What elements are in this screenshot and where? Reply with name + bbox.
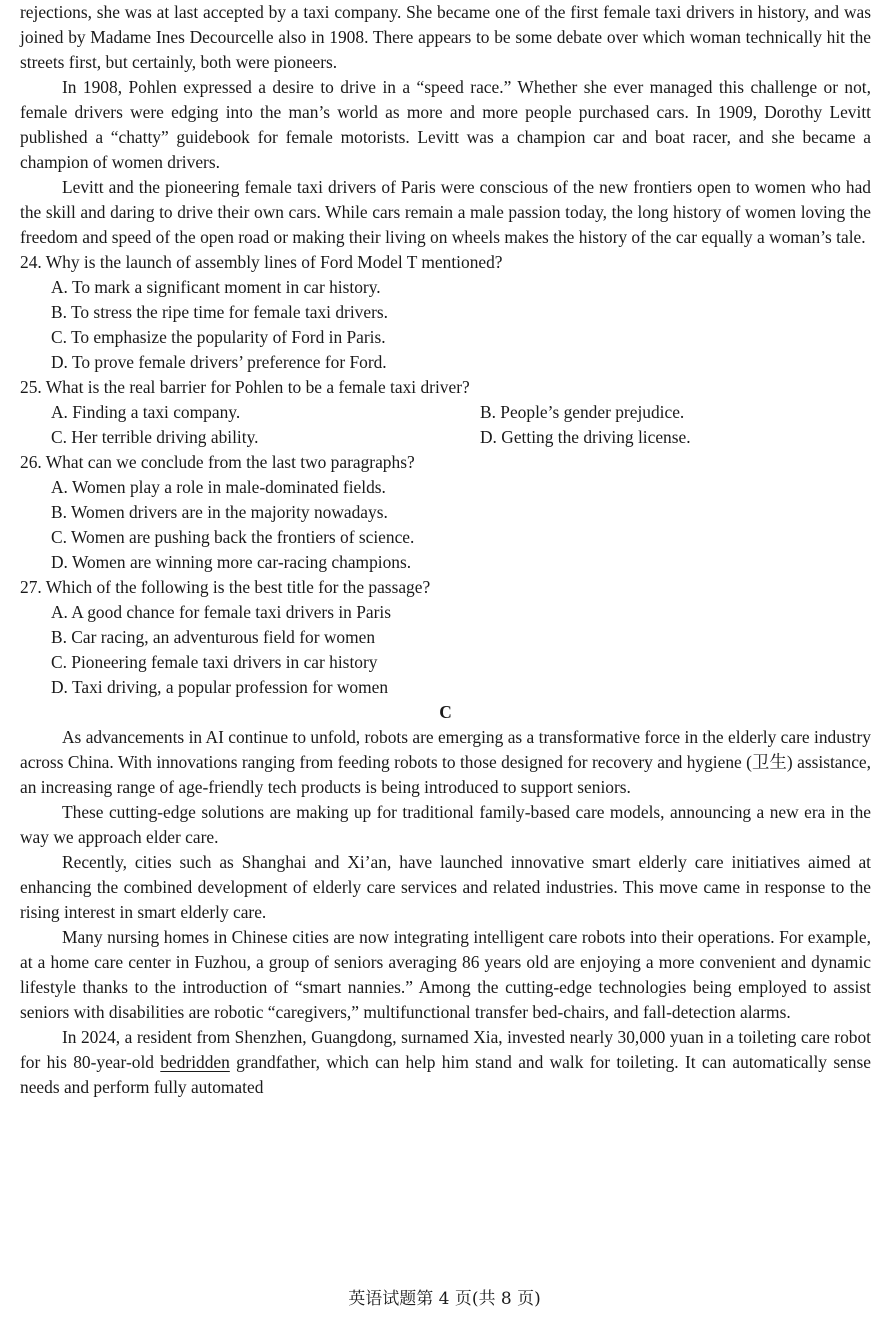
- option-c: C. Her terrible driving ability.: [51, 427, 259, 447]
- option-b: B. Women drivers are in the majority nowadays.: [51, 502, 388, 522]
- question-stem: 26. What can we conclude from the last two paragraphs?: [20, 452, 415, 472]
- passage-c-paragraph: Many nursing homes in Chinese cities are now integrating intelligent care robots into their operations. For example, at a home care center in Fuzhou, a group of seniors averaging 86 years old are enjoying a more convenient and dynamic lifestyle thanks to the introduction of “smart nannies.” Among the cutting-edge technologies being employed to assist seniors with disabilities are robotic “caregivers,” multifunctional transfer bed-chairs, and fall-detection alarms.: [20, 927, 871, 1022]
- option-d: D. To prove female drivers’ preference for Ford.: [51, 352, 387, 372]
- option-d: D. Getting the driving license.: [480, 427, 691, 447]
- passage-b-paragraph: Levitt and the pioneering female taxi drivers of Paris were conscious of the new frontiers open to women who had the skill and daring to drive their own cars. While cars remain a male passion today, the long history of women loving the freedom and speed of the open road or making their living on wheels makes the history of the car equally a woman’s tale.: [20, 177, 871, 247]
- paragraph-text: grandfather, which can help him stand and walk for toileting. It can automatically sense needs and perform fully automated: [20, 1052, 871, 1097]
- option-a: A. Women play a role in male-dominated fields.: [51, 477, 386, 497]
- passage-c-paragraph: Recently, cities such as Shanghai and Xi’an, have launched innovative smart elderly care initiatives aimed at enhancing the combined development of elderly care services and related industries. This move came in response to the rising interest in smart elderly care.: [20, 852, 871, 922]
- exam-page: [20, 0, 871, 1100]
- section-heading: C: [439, 702, 452, 722]
- underlined-word: bedridden: [160, 1052, 230, 1072]
- option-c: C. Women are pushing back the frontiers of science.: [51, 527, 415, 547]
- question-25: [20, 375, 871, 450]
- passage-c-paragraph: These cutting-edge solutions are making up for traditional family-based care models, announcing a new era in the way we approach elder care.: [20, 802, 871, 847]
- passage-c-paragraph: [20, 1025, 871, 1100]
- option-row: [20, 400, 871, 425]
- option-d: D. Taxi driving, a popular profession for women: [51, 677, 389, 697]
- question-26: [20, 450, 871, 575]
- option-b: B. People’s gender prejudice.: [480, 402, 685, 422]
- passage-c-paragraph: As advancements in AI continue to unfold, robots are emerging as a transformative force in the elderly care industry across China. With innovations ranging from feeding robots to those designed for recovery and hygiene (卫生) assistance, an increasing range of age-friendly tech products is being introduced to support seniors.: [20, 727, 871, 797]
- paragraph-text: In 2024, a resident from Shenzhen, Guangdong, surnamed Xia, invested nearly 30,000 yuan in a toileting care robot for his 80-year-old: [20, 1027, 871, 1072]
- option-c: C. Pioneering female taxi drivers in car history: [51, 652, 378, 672]
- question-stem: 24. Why is the launch of assembly lines of Ford Model T mentioned?: [20, 252, 503, 272]
- option-row: [20, 425, 871, 450]
- option-a: A. To mark a significant moment in car history.: [51, 277, 381, 297]
- question-27: [20, 575, 871, 700]
- option-b: B. To stress the ripe time for female taxi drivers.: [51, 302, 389, 322]
- option-d: D. Women are winning more car-racing champions.: [51, 552, 412, 572]
- page-footer: 英语试题第 4 页(共 8 页): [348, 1289, 541, 1309]
- question-24: [20, 250, 871, 375]
- question-stem: 25. What is the real barrier for Pohlen to be a female taxi driver?: [20, 377, 470, 397]
- passage-b-paragraph: rejections, she was at last accepted by a taxi company. She became one of the first female taxi drivers in history, and was joined by Madame Ines Decourcelle also in 1908. There appears to be some debate over which woman technically hit the streets first, but certainly, both were pioneers.: [20, 2, 871, 72]
- option-a: A. A good chance for female taxi drivers in Paris: [51, 602, 391, 622]
- option-b: B. Car racing, an adventurous field for women: [51, 627, 376, 647]
- option-c: C. To emphasize the popularity of Ford in Paris.: [51, 327, 386, 347]
- question-stem: 27. Which of the following is the best title for the passage?: [20, 577, 431, 597]
- passage-b-paragraph: In 1908, Pohlen expressed a desire to drive in a “speed race.” Whether she ever managed this challenge or not, female drivers were edging into the man’s world as more and more people purchased cars. In 1909, Dorothy Levitt published a “chatty” guidebook for female motorists. Levitt was a champion car and boat racer, and she became a champion of women drivers.: [20, 77, 871, 172]
- option-a: A. Finding a taxi company.: [51, 402, 241, 422]
